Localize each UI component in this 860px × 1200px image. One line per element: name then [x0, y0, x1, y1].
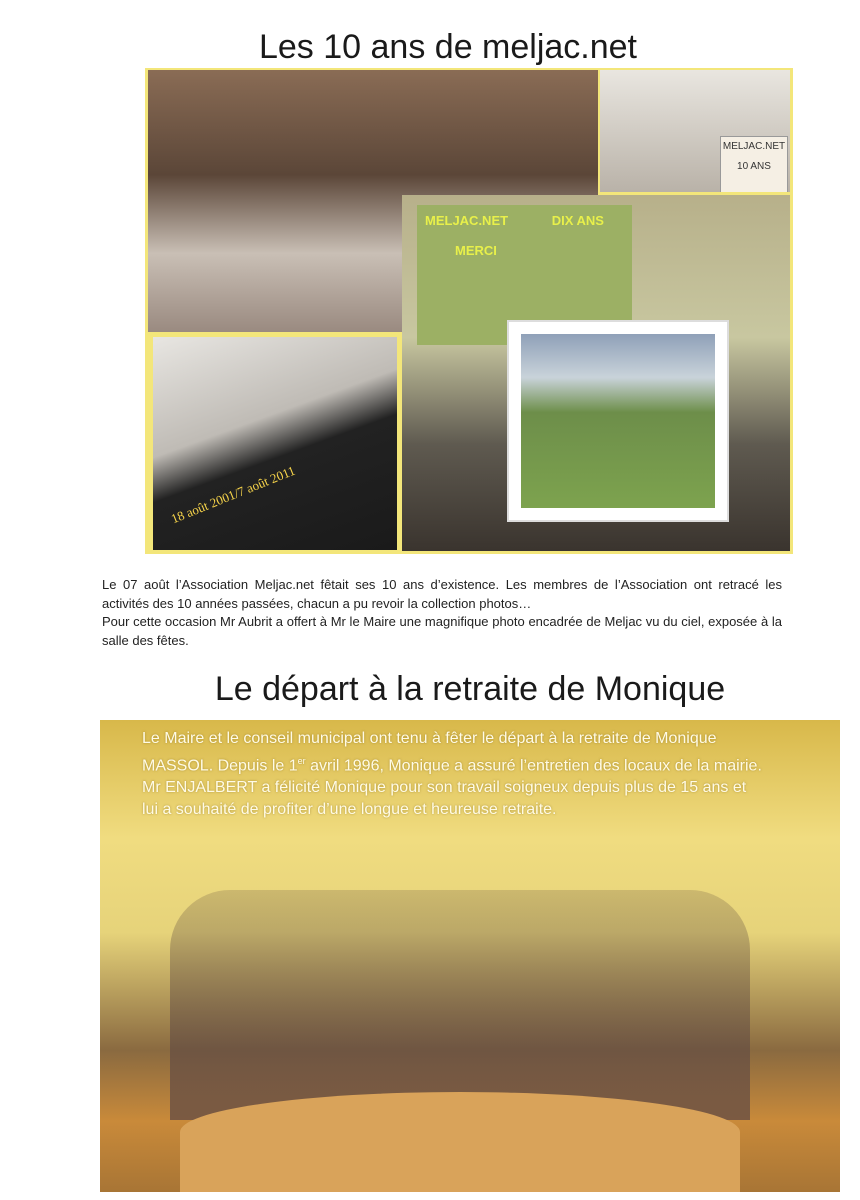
- photo-retirement-group: [100, 720, 840, 1192]
- paragraph-line: Le 07 août l’Association Meljac.net fêtait ses 10 ans d’existence. Les membres de l’Association ont retracé les activités des 10 années passées, chacun a pu revoir la collection photos…: [102, 577, 782, 611]
- overlay-sup: er: [297, 756, 306, 766]
- projection-left: MELJAC.NET: [425, 213, 509, 228]
- projection-right: DIX ANS: [551, 213, 604, 228]
- laptop-caption: 18 août 2001/7 août 2011: [168, 462, 298, 527]
- overlay-part2: avril 1996, Monique a assuré l’entretien des locaux de la mairie. Mr ENJALBERT a félicité Monique pour son travail soigneux depuis plus de 15 ans et lui a souhaité de profiter d’une longue et heureuse retraite.: [142, 757, 762, 819]
- projection-merci: MERCI: [455, 243, 497, 258]
- meljac-paragraph: [102, 576, 782, 650]
- photo-laptop: [153, 337, 397, 550]
- photo-collage: [145, 68, 793, 554]
- section-title-retraite: Le départ à la retraite de Monique: [214, 670, 726, 708]
- table: [180, 1092, 740, 1192]
- paragraph-line: Pour cette occasion Mr Aubrit a offert à Mr le Maire une magnifique photo encadrée de Meljac vu du ciel, exposée à la salle des fêtes.: [102, 614, 782, 648]
- framed-aerial-photo: [507, 320, 729, 522]
- meljac-sign: MELJAC.NET 10 ANS: [720, 136, 788, 192]
- photo-presentation: [402, 195, 790, 551]
- photo-projector-setup: [600, 70, 790, 192]
- section-title-meljac: Les 10 ans de meljac.net: [258, 28, 638, 66]
- retirement-text: [142, 728, 762, 821]
- overlay-part1: Le Maire et le conseil municipal ont tenu à fêter le départ à la retraite de Monique MASSOL. Depuis le 1: [142, 730, 717, 775]
- group-people: [170, 890, 750, 1120]
